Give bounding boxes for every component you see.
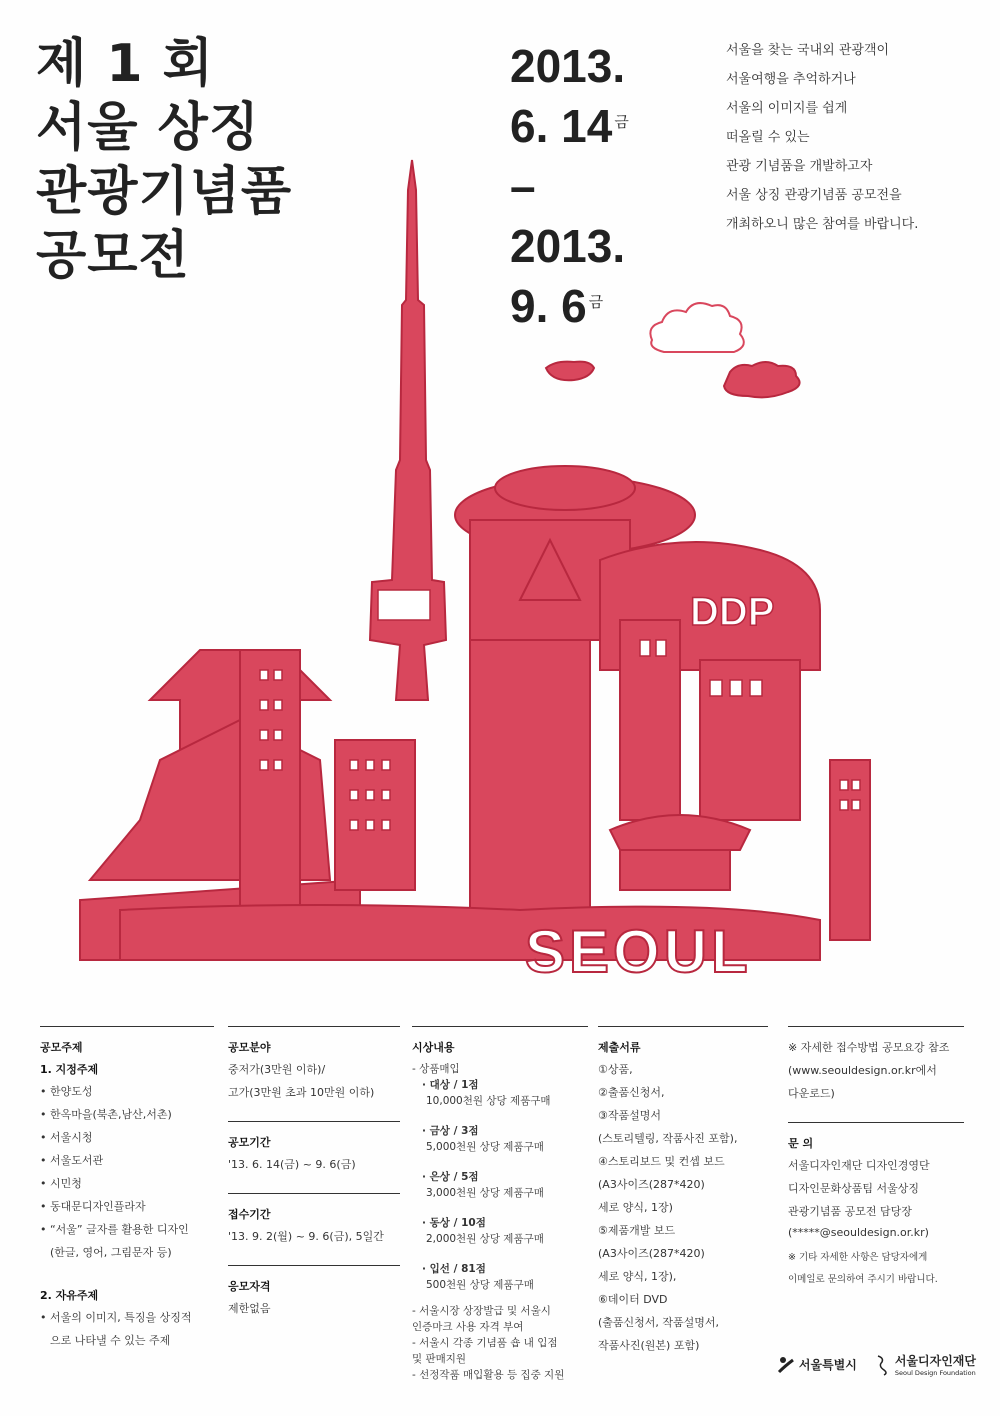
intro-line: 서울의 이미지를 쉽게 xyxy=(726,101,848,116)
list-item: • 서울시청 xyxy=(40,1131,93,1144)
col-theme xyxy=(40,1026,214,1355)
award-note: - 서울시 각종 기념품 숍 내 입점 xyxy=(412,1337,558,1349)
field-text: 고가(3만원 초과 10만원 이하) xyxy=(228,1086,375,1099)
sub-heading: 1. 지정주제 xyxy=(40,1063,99,1076)
doc-item: 작품사진(원본) 포함) xyxy=(598,1339,700,1352)
receipt-text: '13. 9. 2(월) ~ 9. 6(금), 5일간 xyxy=(228,1230,384,1243)
award-rank: · 은상 / 5점 xyxy=(422,1171,479,1183)
small-note: 이메일로 문의하여 주시기 바랍니다. xyxy=(788,1274,938,1285)
cloud-icon xyxy=(546,362,594,381)
intro-line: 서울을 찾는 국내외 관광객이 xyxy=(726,43,890,58)
doc-item: 세로 양식, 1장), xyxy=(598,1270,677,1283)
divider xyxy=(228,1193,400,1194)
title-line: 서울 상징 xyxy=(36,98,261,158)
title-line: 공모전 xyxy=(36,226,190,286)
award-desc: 2,000천원 상당 제품구매 xyxy=(426,1233,544,1245)
section-heading: 제출서류 xyxy=(598,1041,641,1054)
section-heading: 공모주제 xyxy=(40,1041,83,1054)
sponsor-logos xyxy=(777,1352,976,1377)
intro-line: 개최하오니 많은 참여를 바랍니다. xyxy=(726,217,919,232)
seoul-word: SEOUL xyxy=(525,918,752,985)
contact-line: 서울디자인재단 디자인경영단 xyxy=(788,1159,930,1172)
sub-heading: 2. 자유주제 xyxy=(40,1289,99,1302)
awards-intro: - 상품매입 xyxy=(412,1063,460,1075)
doc-item: (스토리텔링, 작품사진 포함), xyxy=(598,1132,738,1145)
list-item: • 한옥마을(북촌,남산,서촌) xyxy=(40,1108,172,1121)
intro-line: 서울 상징 관광기념품 공모전을 xyxy=(726,188,902,203)
contact-line: 관광기념품 공모전 담당장 xyxy=(788,1205,912,1218)
list-item: • 시민청 xyxy=(40,1177,82,1190)
start-day: 6. 14 xyxy=(510,100,613,152)
section-heading: 시상내용 xyxy=(412,1041,455,1054)
list-item: • 서울의 이미지, 특징을 상징적 xyxy=(40,1311,192,1324)
start-weekday: 금 xyxy=(614,113,629,131)
doc-item: (출품신청서, 작품설명서, xyxy=(598,1316,720,1329)
section-heading: 공모기간 xyxy=(228,1136,271,1149)
intro-line: 떠올릴 수 있는 xyxy=(726,130,810,145)
seoul-city-logo xyxy=(777,1356,857,1374)
divider xyxy=(228,1265,400,1266)
list-item: • 동대문디자인플라자 xyxy=(40,1200,146,1213)
sdf-name-en: Seoul Design Foundation xyxy=(894,1369,976,1377)
note-line: ※ 자세한 접수방법 공모요강 참조 xyxy=(788,1041,950,1054)
award-rank: · 금상 / 3점 xyxy=(422,1125,479,1137)
sdf-symbol-icon xyxy=(875,1354,891,1376)
doc-item: (A3사이즈(287*420) xyxy=(598,1247,705,1260)
list-item: • 서울도서관 xyxy=(40,1154,104,1167)
award-note: - 선정작품 매입활용 등 집중 지원 xyxy=(412,1369,565,1381)
section-heading: 공모분야 xyxy=(228,1041,271,1054)
list-item: 으로 나타낼 수 있는 주제 xyxy=(50,1334,171,1347)
ddp-sign: DDP xyxy=(690,590,775,634)
doc-item: ⑤제품개발 보드 xyxy=(598,1224,676,1237)
end-day: 9. 6 xyxy=(510,280,587,332)
doc-item: 세로 양식, 1장) xyxy=(598,1201,673,1214)
doc-item: (A3사이즈(287*420) xyxy=(598,1178,705,1191)
intro-line: 관광 기념품을 개발하고자 xyxy=(726,159,873,174)
award-rank: · 입선 / 81점 xyxy=(422,1263,486,1275)
title-line: 관광기념품 xyxy=(36,162,293,222)
list-item: • 한양도성 xyxy=(40,1085,93,1098)
date-dash: – xyxy=(510,160,536,212)
col-contact xyxy=(788,1026,964,1293)
col-field xyxy=(228,1026,400,1323)
list-item: • “서울” 글자를 활용한 디자인 xyxy=(40,1223,189,1236)
section-heading: 접수기간 xyxy=(228,1208,271,1221)
doc-item: ⑥데이터 DVD xyxy=(598,1293,668,1306)
divider xyxy=(788,1026,964,1027)
award-note: 인증마크 사용 자격 부여 xyxy=(412,1321,524,1333)
divider xyxy=(412,1026,588,1027)
award-rank: · 동상 / 10점 xyxy=(422,1217,486,1229)
end-year: 2013. xyxy=(510,220,626,272)
divider xyxy=(228,1121,400,1122)
note-line: 다운로드) xyxy=(788,1087,835,1100)
col-awards xyxy=(412,1026,588,1383)
divider xyxy=(598,1026,768,1027)
field-text: 중저가(3만원 이하)/ xyxy=(228,1063,326,1076)
divider xyxy=(788,1122,964,1123)
list-item: (한글, 영어, 그림문자 등) xyxy=(50,1246,172,1259)
doc-item: ①상품, xyxy=(598,1063,633,1076)
seoul-symbol-icon xyxy=(777,1356,795,1374)
cloud-icon xyxy=(650,303,743,352)
section-heading: 응모자격 xyxy=(228,1280,271,1293)
contact-line: 디자인문화상품팀 서울상징 xyxy=(788,1182,920,1195)
cloud-icon xyxy=(724,362,800,397)
doc-item: ②출품신청서, xyxy=(598,1086,665,1099)
period-text: '13. 6. 14(금) ~ 9. 6(금) xyxy=(228,1158,356,1171)
start-year: 2013. xyxy=(510,40,626,92)
eligibility-text: 제한없음 xyxy=(228,1302,271,1315)
intro-line: 서울여행을 추억하거나 xyxy=(726,72,856,87)
title-line: 제 1 회 xyxy=(36,34,214,94)
divider xyxy=(40,1026,214,1027)
small-note: ※ 기타 자세한 사항은 담당자에게 xyxy=(788,1252,928,1263)
seoul-design-foundation-logo xyxy=(875,1352,976,1377)
award-note: - 서울시장 상장발급 및 서울시 xyxy=(412,1305,551,1317)
section-heading: 문 의 xyxy=(788,1137,814,1150)
end-weekday: 금 xyxy=(588,293,604,311)
seoul-city-name: 서울특별시 xyxy=(798,1358,857,1372)
sdf-name: 서울디자인재단 xyxy=(894,1354,976,1368)
col-documents xyxy=(598,1026,768,1360)
award-desc: 500천원 상당 제품구매 xyxy=(426,1279,534,1291)
doc-item: ④스토리보드 및 컨셉 보드 xyxy=(598,1155,725,1168)
doc-item: ③작품설명서 xyxy=(598,1109,661,1122)
award-note: 및 판매지원 xyxy=(412,1353,467,1365)
divider xyxy=(228,1026,400,1027)
award-desc: 10,000천원 상당 제품구매 xyxy=(426,1095,551,1107)
note-line: (www.seouldesign.or.kr에서 xyxy=(788,1064,937,1077)
award-desc: 3,000천원 상당 제품구매 xyxy=(426,1187,544,1199)
contact-email[interactable]: (*****@seouldesign.or.kr) xyxy=(788,1226,929,1239)
award-desc: 5,000천원 상당 제품구매 xyxy=(426,1141,544,1153)
award-rank: · 대상 / 1점 xyxy=(422,1079,479,1091)
